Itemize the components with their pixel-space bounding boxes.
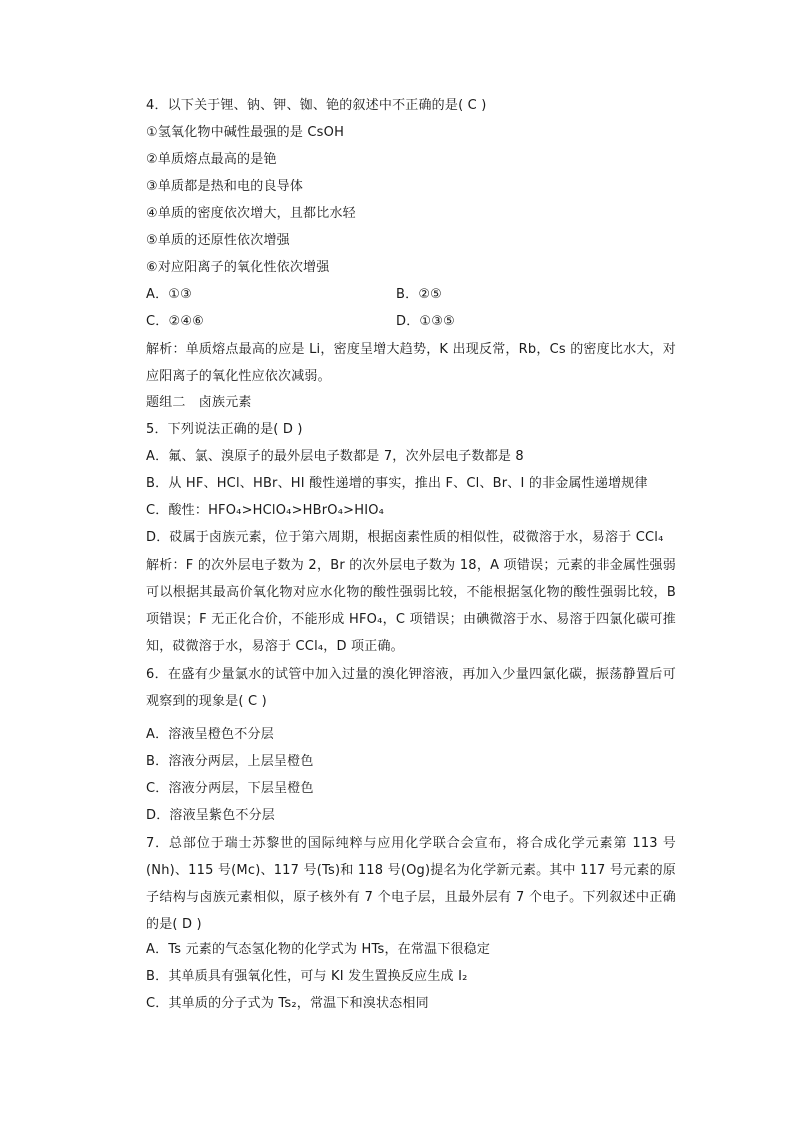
q4-option-d: D．①③⑤ — [396, 314, 455, 329]
q4-option-c: C．②④⑥ — [146, 314, 205, 329]
q7-option-b: B．其单质具有强氧化性，可与 KI 发生置换反应生成 I₂ — [146, 969, 468, 984]
q5-option-d: D．砹属于卤族元素，位于第六周期，根据卤素性质的相似性，砹微溶于水，易溶于 CCl₄ — [146, 530, 664, 545]
q4-option-b: B．②⑤ — [396, 287, 443, 302]
q4-item-2: ②单质熔点最高的是铯 — [146, 152, 277, 167]
q4-analysis: 解析：单质熔点最高的应是 Li，密度呈增大趋势，K 出现反常，Rb，Cs 的密度比水大，对应阳离子的氧化性应依次减弱。 — [146, 342, 676, 384]
q6-option-a: A．溶液呈橙色不分层 — [146, 727, 274, 742]
q4-stem: 4．以下关于锂、钠、钾、铷、铯的叙述中不正确的是( C ) — [146, 98, 487, 113]
q5-option-a: A．氟、氯、溴原子的最外层电子数都是 7，次外层电子数都是 8 — [146, 449, 524, 464]
q7-option-c: C．其单质的分子式为 Ts₂，常温下和溴状态相同 — [146, 996, 429, 1011]
q4-item-1: ①氢氧化物中碱性最强的是 CsOH — [146, 125, 345, 140]
q7-option-a: A．Ts 元素的气态氢化物的化学式为 HTs，在常温下很稳定 — [146, 942, 491, 957]
q6-option-b: B．溶液分两层，上层呈橙色 — [146, 754, 314, 769]
q5-option-c: C．酸性：HFO₄>HClO₄>HBrO₄>HIO₄ — [146, 503, 385, 518]
q4-item-6: ⑥对应阳离子的氧化性依次增强 — [146, 260, 330, 275]
q4-item-4: ④单质的密度依次增大，且都比水轻 — [146, 206, 356, 221]
q6-option-c: C．溶液分两层，下层呈橙色 — [146, 781, 314, 796]
q5-option-b: B．从 HF、HCl、HBr、HI 酸性递增的事实，推出 F、Cl、Br、I 的非金属性递增规律 — [146, 476, 648, 491]
q6-option-d: D．溶液呈紫色不分层 — [146, 808, 276, 823]
q5-stem: 5．下列说法正确的是( D ) — [146, 422, 303, 437]
q4-item-3: ③单质都是热和电的良导体 — [146, 179, 304, 194]
q7-stem: 7．总部位于瑞士苏黎世的国际纯粹与应用化学联合会宣布，将合成化学元素第 113 号(Nh)、115 号(Mc)、117 号(Ts)和 118 号(Og)提名为化学新元素。其中 117 号元素的原子结构与卤族元素相似，原子核外有 7 个电子层，且最外层有 7 个电子。下列叙述中正确的是( D ) — [146, 836, 676, 932]
q4-option-a: A．①③ — [146, 287, 193, 302]
q5-analysis: 解析：F 的次外层电子数为 2，Br 的次外层电子数为 18，A 项错误；元素的非金属性强弱可以根据其最高价氧化物对应水化物的酸性强弱比较，不能根据氢化物的酸性强弱比较，B 项错误；F 无正化合价，不能形成 HFO₄，C 项错误；由碘微溶于水、易溶于四氯化碳可推知，砹微溶于水，易溶于 CCl₄，D 项正确。 — [146, 558, 676, 654]
group2-title: 题组二 卤族元素 — [146, 395, 252, 410]
q4-item-5: ⑤单质的还原性依次增强 — [146, 233, 290, 248]
q6-stem: 6．在盛有少量氯水的试管中加入过量的溴化钾溶液，再加入少量四氯化碳，振荡静置后可观察到的现象是( C ) — [146, 667, 676, 709]
